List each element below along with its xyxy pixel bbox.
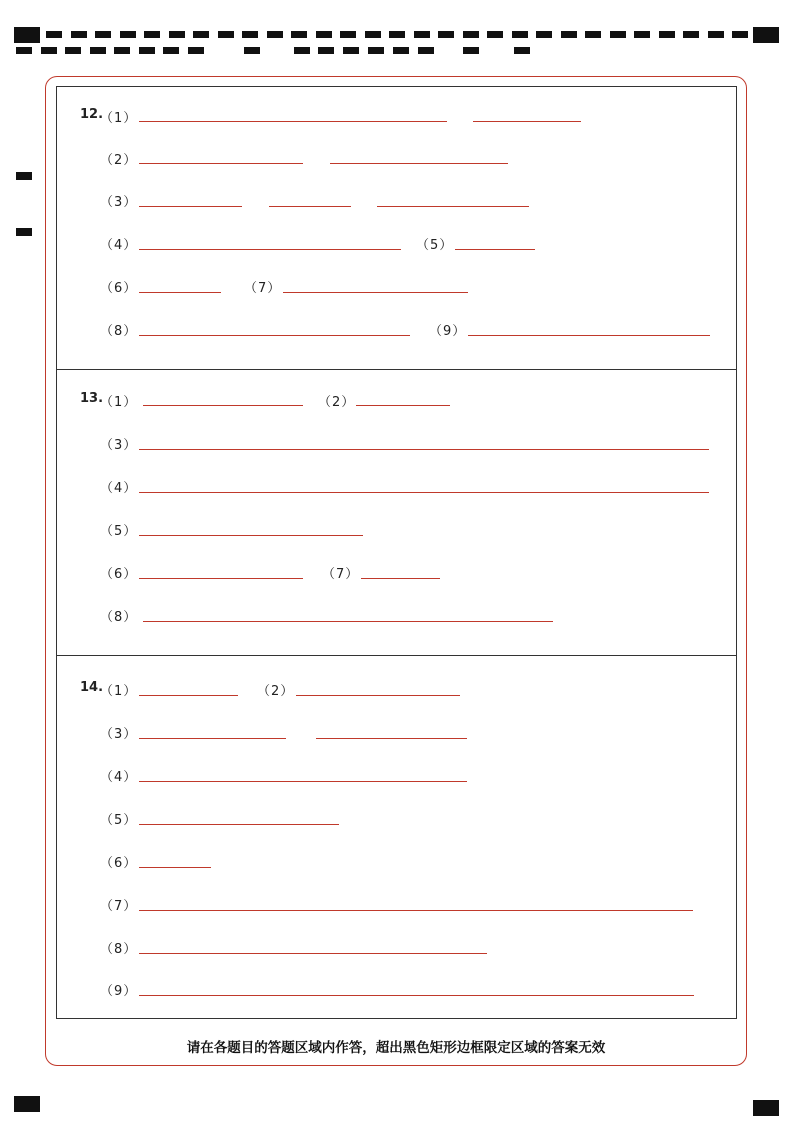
timing-mark-dash: [512, 31, 528, 38]
label-12-3: （3）: [100, 195, 138, 210]
timing-mark-dash: [732, 31, 748, 38]
timing-mark-dash: [683, 31, 699, 38]
timing-mark-dash: [218, 31, 234, 38]
timing-mark-dash: [71, 31, 87, 38]
label-12-4: （4）: [100, 238, 138, 253]
answer-line-13-8[interactable]: [143, 621, 553, 622]
answer-line-13-5[interactable]: [139, 535, 363, 536]
answer-line-14-9[interactable]: [139, 995, 694, 996]
timing-mark-dash: [610, 31, 626, 38]
answer-line-14-4[interactable]: [139, 781, 467, 782]
answer-line-14-2[interactable]: [296, 695, 460, 696]
timing-mark-dash: [634, 31, 650, 38]
answer-line-14-1[interactable]: [139, 695, 238, 696]
label-14-9: （9）: [100, 984, 138, 999]
label-12-9: （9）: [429, 324, 467, 339]
timing-mark-dash: [316, 31, 332, 38]
answer-line-12-8[interactable]: [139, 335, 410, 336]
label-14-8: （8）: [100, 942, 138, 957]
label-14-2: （2）: [257, 684, 295, 699]
timing-mark-dash: [418, 47, 434, 54]
timing-mark-dash: [188, 47, 204, 54]
answer-line-12-6[interactable]: [139, 292, 221, 293]
timing-mark-dash: [561, 31, 577, 38]
timing-mark-dash: [244, 47, 260, 54]
timing-mark-dash: [487, 31, 503, 38]
label-13-6: （6）: [100, 567, 138, 582]
answer-line-12-7[interactable]: [283, 292, 468, 293]
timing-mark-dash: [389, 31, 405, 38]
timing-mark-dash: [393, 47, 409, 54]
timing-mark-dash: [139, 47, 155, 54]
timing-mark-left-1: [16, 172, 32, 180]
timing-mark-dash: [536, 31, 552, 38]
label-13-3: （3）: [100, 438, 138, 453]
label-13-8: （8）: [100, 610, 138, 625]
answer-line-14-7[interactable]: [139, 910, 693, 911]
timing-mark-dash: [193, 31, 209, 38]
answer-line-12-1a[interactable]: [139, 121, 447, 122]
label-14-5: （5）: [100, 813, 138, 828]
timing-mark-dash: [463, 47, 479, 54]
timing-mark-corner-bottom-left: [14, 1096, 40, 1112]
label-12-7: （7）: [244, 281, 282, 296]
timing-mark-dash: [291, 31, 307, 38]
timing-mark-dash: [242, 31, 258, 38]
answer-line-12-3a[interactable]: [139, 206, 242, 207]
timing-mark-dash: [41, 47, 57, 54]
label-13-1: （1）: [100, 395, 138, 410]
answer-line-12-5[interactable]: [455, 249, 535, 250]
timing-mark-dash: [514, 47, 530, 54]
timing-mark-dash: [114, 47, 130, 54]
answer-line-12-1b[interactable]: [473, 121, 581, 122]
label-13-7: （7）: [322, 567, 360, 582]
label-14-1: （1）: [100, 684, 138, 699]
answer-line-12-3b[interactable]: [269, 206, 351, 207]
question-number-12: 12.: [80, 107, 104, 122]
timing-mark-corner-top-right: [753, 27, 779, 43]
timing-mark-dash: [267, 31, 283, 38]
label-12-8: （8）: [100, 324, 138, 339]
answer-line-12-9[interactable]: [468, 335, 710, 336]
label-13-2: （2）: [318, 395, 356, 410]
label-12-5: （5）: [416, 238, 454, 253]
timing-mark-dash: [368, 47, 384, 54]
label-12-6: （6）: [100, 281, 138, 296]
timing-mark-dash: [585, 31, 601, 38]
answer-line-14-8[interactable]: [139, 953, 487, 954]
answer-line-14-5[interactable]: [139, 824, 339, 825]
timing-mark-dash: [120, 31, 136, 38]
answer-line-14-3a[interactable]: [139, 738, 286, 739]
footer-instruction: 请在各题目的答题区域内作答，超出黑色矩形边框限定区域的答案无效: [186, 1040, 606, 1056]
answer-line-13-2[interactable]: [356, 405, 450, 406]
timing-mark-dash: [365, 31, 381, 38]
label-14-4: （4）: [100, 770, 138, 785]
timing-mark-left-2: [16, 228, 32, 236]
timing-mark-dash: [294, 47, 310, 54]
label-13-4: （4）: [100, 481, 138, 496]
timing-mark-dash: [95, 31, 111, 38]
timing-mark-corner-bottom-right: [753, 1100, 779, 1116]
timing-mark-dash: [163, 47, 179, 54]
timing-mark-dash: [318, 47, 334, 54]
timing-mark-dash: [463, 31, 479, 38]
answer-area-border: [56, 86, 737, 1019]
label-12-1: （1）: [100, 111, 138, 126]
section-divider-12-13: [56, 369, 737, 370]
timing-mark-dash: [340, 31, 356, 38]
answer-line-14-3b[interactable]: [316, 738, 467, 739]
answer-line-13-4[interactable]: [139, 492, 709, 493]
label-12-2: （2）: [100, 153, 138, 168]
section-divider-13-14: [56, 655, 737, 656]
label-13-5: （5）: [100, 524, 138, 539]
timing-mark-dash: [144, 31, 160, 38]
timing-mark-dash: [169, 31, 185, 38]
answer-line-13-6[interactable]: [139, 578, 303, 579]
timing-mark-dash: [65, 47, 81, 54]
timing-mark-dash: [414, 31, 430, 38]
timing-mark-dash: [46, 31, 62, 38]
answer-line-12-2a[interactable]: [139, 163, 303, 164]
timing-mark-dash: [90, 47, 106, 54]
timing-mark-dash: [708, 31, 724, 38]
label-14-3: （3）: [100, 727, 138, 742]
answer-line-12-4[interactable]: [139, 249, 401, 250]
answer-line-14-6[interactable]: [139, 867, 211, 868]
timing-mark-dash: [659, 31, 675, 38]
label-14-7: （7）: [100, 899, 138, 914]
answer-line-13-7[interactable]: [361, 578, 440, 579]
question-number-14: 14.: [80, 680, 104, 695]
answer-line-12-3c[interactable]: [377, 206, 529, 207]
answer-line-12-2b[interactable]: [330, 163, 508, 164]
question-number-13: 13.: [80, 391, 104, 406]
answer-line-13-1[interactable]: [143, 405, 303, 406]
timing-mark-dash: [438, 31, 454, 38]
answer-line-13-3[interactable]: [139, 449, 709, 450]
timing-mark-dash: [343, 47, 359, 54]
timing-mark-dash: [16, 47, 32, 54]
label-14-6: （6）: [100, 856, 138, 871]
timing-mark-corner-top-left: [14, 27, 40, 43]
